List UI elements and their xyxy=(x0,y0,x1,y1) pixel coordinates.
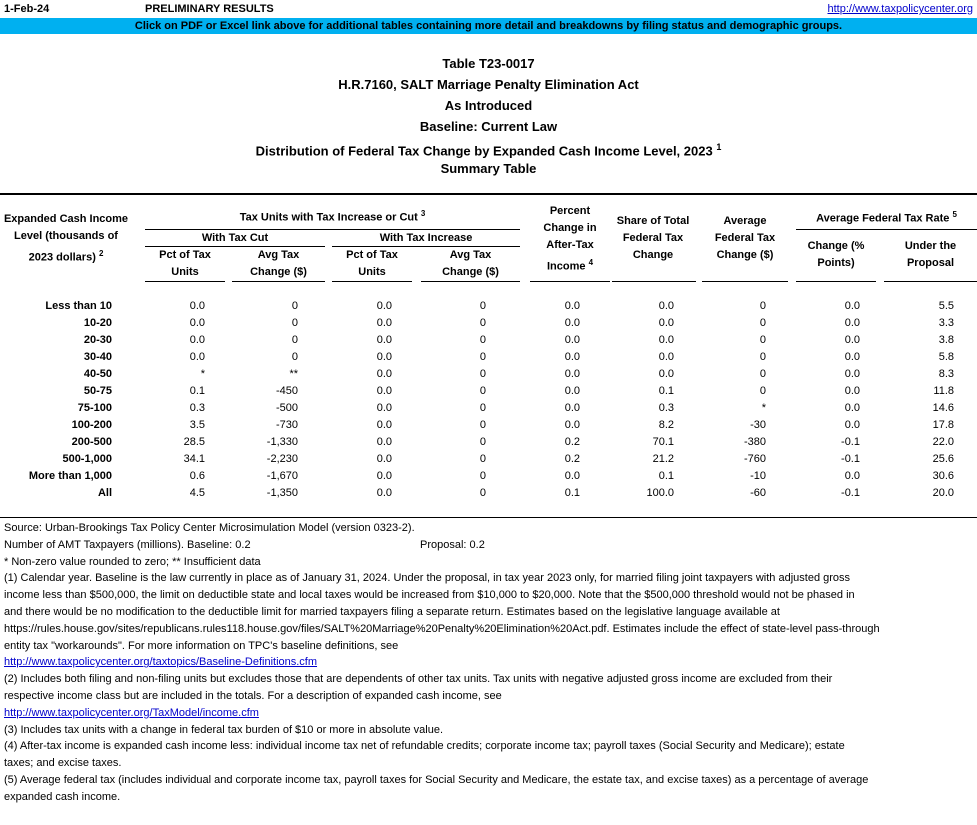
table-cell: 0.0 xyxy=(658,317,674,329)
table-cell: 0.0 xyxy=(189,334,205,346)
table-cell: 0.6 xyxy=(189,470,205,482)
table-cell: 0.0 xyxy=(658,351,674,363)
table-row xyxy=(0,315,977,332)
table-cell: 0 xyxy=(291,300,298,312)
table-cell: 0 xyxy=(479,453,486,465)
col-pct-change-income: Percent Change in After-Tax Income $^4$ xyxy=(543,205,597,273)
table-cell: 0.3 xyxy=(189,402,205,414)
table-cell: 0.0 xyxy=(376,351,392,363)
table-cell: 0.0 xyxy=(564,419,580,431)
col-group-with-increase: With Tax Increase xyxy=(379,232,473,244)
summary-title: Summary Table xyxy=(440,161,537,176)
row-label: 10-20 xyxy=(83,317,112,329)
table-cell: 0.0 xyxy=(376,487,392,499)
source-note: Source: Urban-Brookings Tax Policy Center Microsimulation Model (version 0323-2). xyxy=(4,522,415,534)
table-row xyxy=(0,485,977,502)
baseline-definitions-link[interactable]: http://www.taxpolicycenter.org/taxtopics/Baseline-Definitions.cfm xyxy=(4,656,318,669)
table-cell: -1,350 xyxy=(266,487,298,499)
row-label: 20-30 xyxy=(83,334,112,346)
table-row xyxy=(0,434,977,451)
table-cell: 0.1 xyxy=(658,470,674,482)
table-cell: 0 xyxy=(759,351,766,363)
table-cell: 0.0 xyxy=(658,368,674,380)
table-cell: 0.0 xyxy=(844,470,860,482)
table-cell: -730 xyxy=(275,419,298,431)
table-cell: 0.0 xyxy=(376,402,392,414)
table-cell: 0.0 xyxy=(376,470,392,482)
table-cell: 0 xyxy=(479,317,486,329)
table-cell: -500 xyxy=(275,402,298,414)
table-cell: 0 xyxy=(291,351,298,363)
table-cell: 0.0 xyxy=(189,300,205,312)
table-cell: 0.0 xyxy=(844,334,860,346)
table-row xyxy=(0,400,977,417)
row-label: 100-200 xyxy=(71,419,112,431)
table-cell: 0.0 xyxy=(844,402,860,414)
table-cell: 0.0 xyxy=(844,385,860,397)
table-row xyxy=(0,349,977,366)
table-cell: 0.0 xyxy=(564,351,580,363)
table-cell: 0 xyxy=(291,334,298,346)
table-cell: 0 xyxy=(479,385,486,397)
table-cell: 0 xyxy=(479,351,486,363)
table-cell: 0.0 xyxy=(376,334,392,346)
amt-note: Number of AMT Taxpayers (millions). Baseline: 0.2 Proposal: 0.2 xyxy=(4,538,485,551)
table-row xyxy=(0,366,977,383)
preliminary-label: PRELIMINARY RESULTS xyxy=(145,3,274,15)
table-cell: 8.3 xyxy=(938,368,954,380)
col-income-level: Expanded Cash Income Level (thousands of 2023 dollars) $^2$ xyxy=(3,213,129,264)
table-cell: 0 xyxy=(759,385,766,397)
row-label: 75-100 xyxy=(77,402,112,414)
col-group-avg-rate: Average Federal Tax Rate $^5$ xyxy=(816,210,957,225)
tpc-link[interactable]: http://www.taxpolicycenter.org xyxy=(827,3,973,15)
table-cell: 0.0 xyxy=(376,317,392,329)
info-banner: Click on PDF or Excel link above for additional tables containing more detail and breakdowns by filing status and demographic groups. xyxy=(0,18,977,34)
distribution-title: Distribution of Federal Tax Change by Expanded Cash Income Level, 2023 $^1$ xyxy=(255,142,722,159)
table-cell: 0.1 xyxy=(658,385,674,397)
table-cell: 0.0 xyxy=(376,385,392,397)
table-cell: 0 xyxy=(759,334,766,346)
col-share-total-change: Share of Total Federal Tax Change xyxy=(616,215,690,261)
table-cell: 0.2 xyxy=(564,453,580,465)
table-cell: 0.0 xyxy=(658,334,674,346)
income-definition-link[interactable]: http://www.taxpolicycenter.org/TaxModel/income.cfm xyxy=(4,706,259,719)
table-cell: 0.3 xyxy=(658,402,674,414)
col-group-tax-units: Tax Units with Tax Increase or Cut $^3$ xyxy=(239,209,426,224)
table-cell: 0.0 xyxy=(376,453,392,465)
table-cell: 0.0 xyxy=(564,402,580,414)
table-cell: 0.0 xyxy=(376,300,392,312)
report-date: 1-Feb-24 xyxy=(4,3,50,15)
bill-version: As Introduced xyxy=(444,98,533,113)
row-label: Less than 10 xyxy=(45,300,112,312)
row-label: 30-40 xyxy=(83,351,112,363)
table-cell: * xyxy=(200,368,205,380)
table-cell: 0 xyxy=(479,368,486,380)
row-label: More than 1,000 xyxy=(28,470,112,482)
table-cell: 20.0 xyxy=(932,487,954,499)
table-cell: 0.0 xyxy=(844,368,860,380)
table-row xyxy=(0,417,977,434)
table-row xyxy=(0,383,977,400)
table-cell: 0.1 xyxy=(189,385,205,397)
table-cell: 22.0 xyxy=(932,436,954,448)
table-cell: -380 xyxy=(743,436,766,448)
table-cell: 0.0 xyxy=(189,351,205,363)
table-cell: 0.0 xyxy=(564,317,580,329)
table-cell: 0.0 xyxy=(658,300,674,312)
table-cell: 17.8 xyxy=(932,419,954,431)
table-cell: 0 xyxy=(759,317,766,329)
table-cell: -0.1 xyxy=(841,453,860,465)
table-id: Table T23-0017 xyxy=(442,56,535,71)
table-cell: 0 xyxy=(479,436,486,448)
table-cell: 70.1 xyxy=(652,436,674,448)
table-cell: -60 xyxy=(750,487,766,499)
row-label: 200-500 xyxy=(71,436,112,448)
table-cell: -10 xyxy=(750,470,766,482)
table-cell: 11.8 xyxy=(933,385,954,397)
table-cell: 0.0 xyxy=(564,385,580,397)
table-cell: 0.0 xyxy=(189,317,205,329)
col-rate-change: Change (% Points) xyxy=(807,240,865,269)
table-cell: 34.1 xyxy=(183,453,205,465)
col-inc-pct-units: Pct of Tax Units xyxy=(346,249,398,278)
col-rate-under-proposal: Under the Proposal xyxy=(904,240,957,269)
table-cell: 0.2 xyxy=(564,436,580,448)
table-cell: 0.0 xyxy=(564,300,580,312)
footnotes: Source: Urban-Brookings Tax Policy Center Microsimulation Model (version 0323-2). Number of AMT Taxpayers (millions). Baseline: 0.2 Proposal: 0.2 * Non-zero value rounded to zero; ** Insufficient data (1) Calendar year. Baseline is the law currently in place as of January 31, 2024. Under the proposal, in tax year 2023 only, for married filing joint taxpayers with adjusted gross income less than $500,000, the limit on deductible state and local taxes would be increased from $10,000 to $20,000. Note that the $500,000 threshold would not be phased in and there would be no modification to the deductible limit for married taxpayers filing a separate return. Estimates based on the legislative language available at https://rules.house.gov/sites/republicans.rules118.house.gov/files/SALT%20Marriage%20Penalty%20Elimination%20Act.pdf. Estimates include the effect of state-level pass-through entity tax "workarounds". For more information on TPC's baseline definitions, see http://www.taxpolicycenter.org/taxtopics/Baseline-Definitions.cfm (2) Includes both filing and non-filing units but excludes those that are dependents of other tax units. Tax units with negative adjusted gross income are excluded from their respective income class but are included in the totals. For a description of expanded cash income, see http://www.taxpolicycenter.org/TaxModel/income.cfm (3) Includes tax units with a change in federal tax burden of $10 or more in absolute value. (4) After-tax income is expanded cash income less: individual income tax net of refundable credits; corporate income tax; payroll taxes (Social Security and Medicare); estate taxes; and excise taxes. (5) Average federal tax (includes individual and corporate income tax, payroll taxes for Social Security and Medicare, the estate tax, and excise taxes) as a percentage of average expanded cash income. xyxy=(4,520,977,806)
table-cell: * xyxy=(761,402,766,414)
table-titles xyxy=(0,53,977,179)
table-cell: -450 xyxy=(275,385,298,397)
table-cell: 3.3 xyxy=(938,317,954,329)
header-top-rule xyxy=(0,193,977,195)
col-avg-fed-change: Average Federal Tax Change ($) xyxy=(714,215,776,261)
table-cell: 0.0 xyxy=(844,317,860,329)
table-cell: 0.0 xyxy=(376,419,392,431)
table-cell: 0.0 xyxy=(844,419,860,431)
col-inc-avg-change: Avg Tax Change ($) xyxy=(442,249,499,278)
table-cell: 14.6 xyxy=(932,402,954,414)
table-cell: 0.0 xyxy=(844,300,860,312)
table-cell: 8.2 xyxy=(658,419,674,431)
table-cell: 0 xyxy=(479,300,486,312)
table-cell: 0.1 xyxy=(564,487,580,499)
table-cell: 21.2 xyxy=(652,453,674,465)
col-cut-avg-change: Avg Tax Change ($) xyxy=(250,249,307,278)
table-cell: 0.0 xyxy=(376,436,392,448)
table-cell: 30.6 xyxy=(932,470,954,482)
table-cell: 0.0 xyxy=(564,470,580,482)
row-label: All xyxy=(97,487,112,499)
table-cell: 4.5 xyxy=(189,487,205,499)
table-cell: 0 xyxy=(479,334,486,346)
row-label: 500-1,000 xyxy=(62,453,112,465)
table-cell: 0.0 xyxy=(844,351,860,363)
row-label: 50-75 xyxy=(83,385,112,397)
table-cell: -0.1 xyxy=(841,436,860,448)
table-cell: 0.0 xyxy=(564,334,580,346)
top-bar xyxy=(0,0,977,18)
table-bottom-rule xyxy=(0,517,977,518)
col-group-with-cut: With Tax Cut xyxy=(201,232,269,244)
table-cell: 0.0 xyxy=(376,368,392,380)
table-cell: 5.5 xyxy=(938,300,954,312)
table-row xyxy=(0,451,977,468)
table-row xyxy=(0,298,977,315)
table-cell: 0 xyxy=(759,368,766,380)
table-row xyxy=(0,332,977,349)
table-cell: 0 xyxy=(479,402,486,414)
table-cell: -0.1 xyxy=(841,487,860,499)
table-cell: 100.0 xyxy=(646,487,674,499)
symbol-note: * Non-zero value rounded to zero; ** Insufficient data xyxy=(4,555,261,568)
table-cell: 3.5 xyxy=(189,419,205,431)
table-cell: 25.6 xyxy=(932,453,954,465)
data-rows xyxy=(0,298,977,502)
bill-title: H.R.7160, SALT Marriage Penalty Elimination Act xyxy=(338,77,639,92)
table-cell: 0 xyxy=(479,487,486,499)
table-cell: 28.5 xyxy=(183,436,205,448)
table-cell: 0 xyxy=(759,300,766,312)
table-row xyxy=(0,468,977,485)
col-cut-pct-units: Pct of Tax Units xyxy=(159,249,211,278)
table-cell: -2,230 xyxy=(266,453,298,465)
table-cell: 0 xyxy=(479,419,486,431)
table-cell: ** xyxy=(289,368,298,380)
baseline-title: Baseline: Current Law xyxy=(419,119,558,134)
table-cell: 0 xyxy=(291,317,298,329)
table-cell: 0.0 xyxy=(564,368,580,380)
row-label: 40-50 xyxy=(83,368,112,380)
footnote-ref: 1 xyxy=(716,142,722,152)
table-cell: 5.8 xyxy=(938,351,954,363)
table-cell: 3.8 xyxy=(938,334,954,346)
table-cell: 0 xyxy=(479,470,486,482)
table-cell: -1,670 xyxy=(266,470,298,482)
table-cell: -760 xyxy=(743,453,766,465)
table-cell: -30 xyxy=(750,419,766,431)
table-cell: -1,330 xyxy=(266,436,298,448)
